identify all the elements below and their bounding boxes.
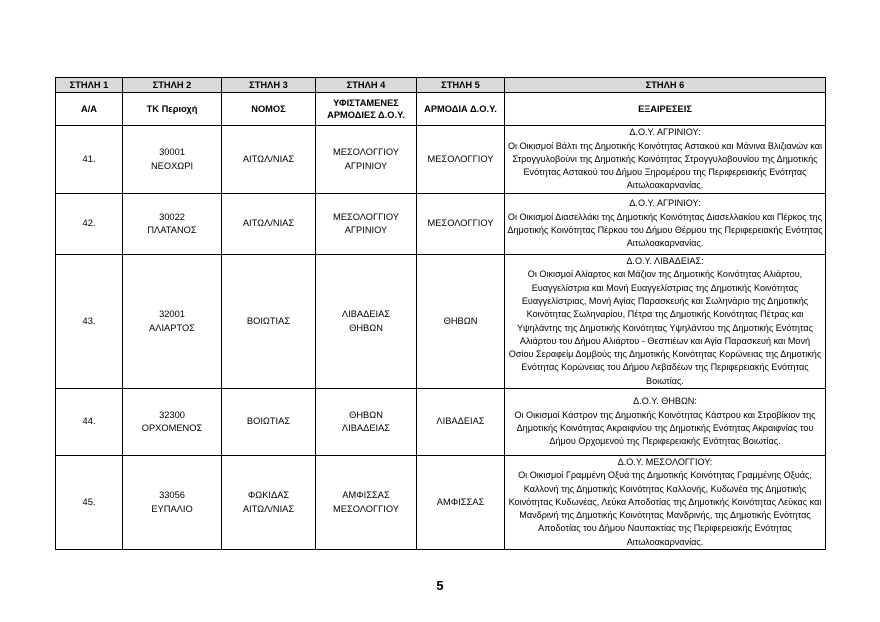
current-doy-line2: ΑΓΡΙΝΙΟΥ <box>344 225 388 235</box>
competent-doy-cell: ΘΗΒΩΝ <box>417 255 505 389</box>
tk-code: 32300 <box>159 409 185 420</box>
table-row <box>56 456 826 550</box>
current-doy-line2: ΜΕΣΟΛΟΓΓΙΟΥ <box>333 503 399 514</box>
nomos-line2: ΑΙΤΩΛ/ΝΙΑΣ <box>242 503 295 514</box>
current-doy-cell <box>316 456 417 550</box>
row-number: 42. <box>56 194 123 255</box>
current-doy-line2: ΑΓΡΙΝΙΟΥ <box>344 160 388 171</box>
current-doy-cell <box>316 389 417 456</box>
tk-code: 30022 <box>159 211 185 222</box>
column-number: ΣΤΗΛΗ 3 <box>222 78 316 93</box>
nomos-line1: ΑΙΤΩΛ/ΝΙΑΣ <box>242 218 295 229</box>
column-number: ΣΤΗΛΗ 1 <box>56 78 123 93</box>
exceptions-text: Οι Οικισμοί Διασελλάκι της Δημοτικής Κοινότητας Διασελλακίου και Πέρκος της Δημοτικής Κοινότητας Πέρκου του Δήμου Θέρμου της Περιφερειακής Ενότητας Αιτωλοακαρνανίας. <box>507 211 823 249</box>
current-doy-line2: ΘΗΒΩΝ <box>349 322 383 333</box>
current-doy-line1: ΜΕΣΟΛΟΓΓΙΟΥ <box>333 211 399 222</box>
nomos-line1: ΒΟΙΩΤΙΑΣ <box>246 416 291 427</box>
tk-cell <box>123 126 222 194</box>
exceptions-cell <box>505 194 826 255</box>
header-nomos: ΝΟΜΟΣ <box>222 93 316 126</box>
row-number: 41. <box>56 126 123 194</box>
tk-code: 30001 <box>159 147 185 158</box>
tk-cell <box>123 194 222 255</box>
tk-cell <box>123 389 222 456</box>
page-number: 5 <box>436 578 444 593</box>
exceptions-text: Οι Οικισμοί Αλίαρτος και Μάζιον της Δημοτικής Κοινότητας Αλιάρτου, Ευαγγελίστρια και Μονή Ευαγγελίστριας της Δημοτικής Κοινότητας Ευαγγελίστριας, Μονή Αγίας Παρασκευής και Σωληνάριο της Δημοτικής Κοινότητας Σωληναρίου, Πέτρα της Δημοτικής Κοινότητας Πέτρας και Υψηλάντης της Δημοτικής Κοινότητας Υψηλάντου της Δημοτικής Ενότητας Αλιάρτου του Δήμου Αλιάρτου - Θεσπιέων και Αγία Παρασκευή και Μονή Οσίου Σεραφείμ Δομβούς της Δημοτικής Κοινότητας Κορώνειας της Δημοτικής Ενότητας Κορώνειας του Δήμου Λεβαδέων της Περιφερειακής Ενότητας Βοιωτίας. <box>508 269 822 386</box>
exceptions-cell <box>505 389 826 456</box>
tk-area: ΑΛΙΑΡΤΟΣ <box>149 322 195 333</box>
nomos-line1: ΑΙΤΩΛ/ΝΙΑΣ <box>242 153 295 164</box>
exceptions-text: Οι Οικισμοί Κάστρον της Δημοτικής Κοινότητας Κάστρου και Στροβίκιον της Δημοτικής Κοινότητας Ακραιφνίου της Δημοτικής Ενότητας Ακραιφνίας του Δήμου Ορχομενού της Περιφερειακής Ενότητας Βοιωτίας. <box>514 409 816 447</box>
table-row <box>56 389 826 456</box>
column-number-row <box>56 78 826 93</box>
nomos-cell <box>222 194 316 255</box>
table-row <box>56 255 826 389</box>
header-current-doy-line2: ΑΡΜΟΔΙΕΣ Δ.Ο.Υ. <box>327 110 405 120</box>
nomos-cell <box>222 389 316 456</box>
header-current-doy <box>316 93 417 126</box>
header-row <box>56 93 826 126</box>
current-doy-line1: ΜΕΣΟΛΟΓΓΙΟΥ <box>333 147 399 158</box>
column-number: ΣΤΗΛΗ 2 <box>123 78 222 93</box>
exceptions-text: Οι Οικισμοί Βάλτι της Δημοτικής Κοινότητας Αστακού και Μάνινα Βλιζιανών και Στρογγυλοβούνι της Δημοτικής Κοινότητας Στρογγυλοβουνίου της Δημοτικής Ενότητας Αστακού του Δήμου Ξηρομέρου της Περιφερειακής Ενότητας Αιτωλοακαρνανίας. <box>507 140 823 191</box>
competent-doy-cell: ΜΕΣΟΛΟΓΓΙΟΥ <box>417 126 505 194</box>
exceptions-title: Δ.Ο.Υ. ΜΕΣΟΛΟΓΓΙΟΥ: <box>617 457 713 467</box>
column-number: ΣΤΗΛΗ 4 <box>316 78 417 93</box>
column-number: ΣΤΗΛΗ 6 <box>505 78 826 93</box>
competent-doy-cell: ΜΕΣΟΛΟΓΓΙΟΥ <box>417 194 505 255</box>
nomos-cell <box>222 456 316 550</box>
header-tk: ΤΚ Περιοχή <box>123 93 222 126</box>
exceptions-cell <box>505 126 826 194</box>
doy-table <box>55 77 826 550</box>
exceptions-title: Δ.Ο.Υ. ΑΓΡΙΝΙΟΥ: <box>629 127 701 138</box>
current-doy-line1: ΛΙΒΑΔΕΙΑΣ <box>341 309 391 320</box>
tk-cell <box>123 255 222 389</box>
table-row <box>56 194 826 255</box>
nomos-cell <box>222 255 316 389</box>
nomos-line1: ΒΟΙΩΤΙΑΣ <box>246 315 291 326</box>
tk-area: ΕΥΠΑΛΙΟ <box>151 503 193 514</box>
current-doy-line2: ΛΙΒΑΔΕΙΑΣ <box>341 423 391 433</box>
row-number: 44. <box>56 389 123 456</box>
competent-doy-cell: ΛΙΒΑΔΕΙΑΣ <box>417 389 505 456</box>
tk-code: 33056 <box>159 490 185 501</box>
exceptions-cell <box>505 456 826 550</box>
tk-area: ΝΕΟΧΩΡΙ <box>150 160 194 171</box>
nomos-line1: ΦΩΚΙΔΑΣ <box>247 490 290 501</box>
exceptions-title: Δ.Ο.Υ. ΘΗΒΩΝ: <box>633 396 697 407</box>
competent-doy-cell: ΑΜΦΙΣΣΑΣ <box>417 456 505 550</box>
row-number: 45. <box>56 456 123 550</box>
current-doy-line1: ΘΗΒΩΝ <box>349 409 383 420</box>
exceptions-cell <box>505 255 826 389</box>
tk-cell <box>123 456 222 550</box>
header-current-doy-line1: ΥΦΙΣΤΑΜΕΝΕΣ <box>333 98 399 108</box>
current-doy-cell <box>316 126 417 194</box>
tk-area: ΠΛΑΤΑΝΟΣ <box>147 225 197 235</box>
table-row <box>56 126 826 194</box>
tk-code: 32001 <box>159 309 185 320</box>
current-doy-cell <box>316 255 417 389</box>
current-doy-cell <box>316 194 417 255</box>
current-doy-line1: ΑΜΦΙΣΣΑΣ <box>342 490 390 501</box>
nomos-cell <box>222 126 316 194</box>
header-aa: Α/Α <box>56 93 123 126</box>
column-number: ΣΤΗΛΗ 5 <box>417 78 505 93</box>
header-exceptions: ΕΞΑΙΡΕΣΕΙΣ <box>505 93 826 126</box>
exceptions-title: Δ.Ο.Υ. ΛΙΒΑΔΕΙΑΣ: <box>626 256 704 267</box>
tk-area: ΟΡΧΟΜΕΝΟΣ <box>141 423 203 433</box>
header-competent-doy: ΑΡΜΟΔΙΑ Δ.Ο.Υ. <box>417 93 505 126</box>
exceptions-text: Οι Οικισμοί Γραμμένη Οξυά της Δημοτικής Κοινότητας Γραμμένης Οξυάς, Καλλονή της Δημοτικής Κοινότητας Καλλονής, Κυδωνέα της Δημοτικής Κοινότητας Κυδωνέας, Λεύκα Αποδοτίας της Δημοτικής Κοινότητας Λεύκας και Μανδρινή της Δημοτικής Κοινότητας Μανδρινής, της Δημοτικής Ενότητας Αποδοτίας του Δήμου Ναυπακτίας της Περιφερειακής Ενότητας Αιτωλοακαρνανίας. <box>508 470 822 547</box>
exceptions-title: Δ.Ο.Υ. ΑΓΡΙΝΙΟΥ: <box>629 198 701 209</box>
row-number: 43. <box>56 255 123 389</box>
